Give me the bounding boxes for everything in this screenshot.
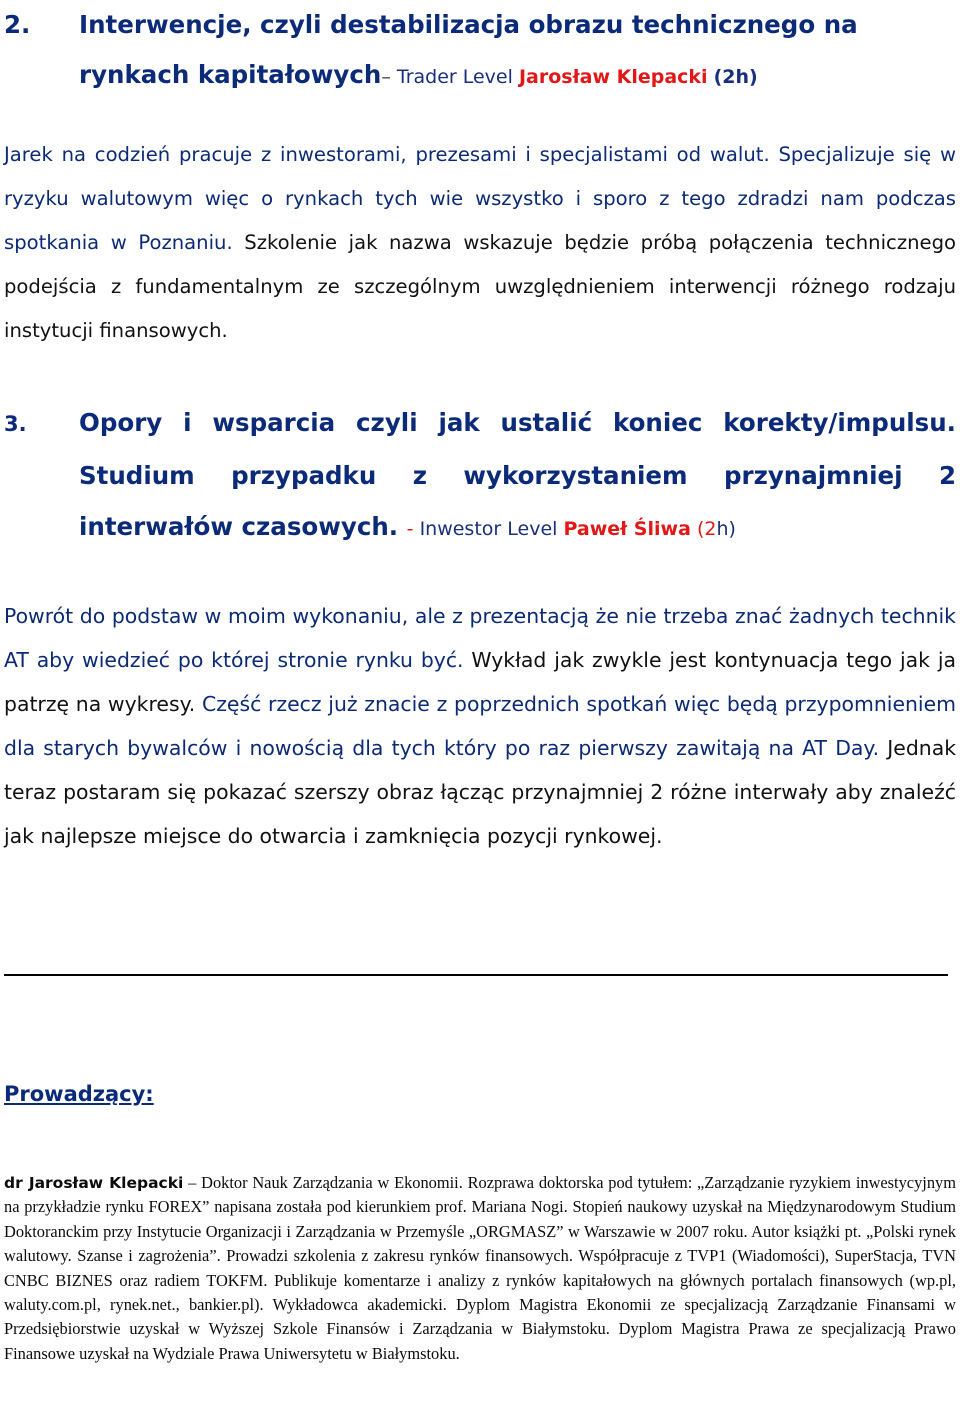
separator: – bbox=[381, 66, 391, 88]
section-3-heading bbox=[4, 397, 956, 555]
speaker-name: Paweł Śliwa bbox=[563, 518, 691, 540]
section-title-line-1: Interwencje, czyli destabilizacja obrazu technicznego na bbox=[79, 10, 858, 39]
section-number: 3. bbox=[4, 412, 27, 436]
description-part-2: Szkolenie jak nazwa wskazuje będzie próbą połączenia technicznego podejścia z fundamentalnym ze szczególnym uwzględnieniem interwencji różnego rodzaju instytucji finansowych. bbox=[4, 231, 956, 342]
horizontal-divider bbox=[4, 974, 948, 976]
bio-text: – Doktor Nauk Zarządzania w Ekonomii. Rozprawa doktorska pod tytułem: „Zarządzanie ryzykiem inwestycyjnym na przykładzie rynku FOREX” napisana została pod kierunkiem prof. Mariana Nogi. Stopień naukowy uzyskał na Międzynarodowym Studium Doktoranckim przy Instytucie Organizacji i Zarządzania w Przemyśle „ORGMASZ” w Warszawie w 2007 roku. Autor książki pt. „Polski rynek walutowy. Szanse i zagrożenia”. Prowadzi szkolenia z zakresu rynków finansowych. Współpracuje z TVP1 (Wiadomości), SuperStacja, TVN CNBC BIZNES oraz radiem TOKFM. Publikuje komentarze i analizy z rynków kapitałowych na głównych portalach finansowych (wp.pl, waluty.com.pl, rynek.net., bankier.pl). Wykładowca akademicki. Dyplom Magistra Ekonomii ze specjalizacją Zarządzanie Finansami w Przedsiębiorstwie uzyskał w Wyższej Szkole Finansów i Zarządzania w Białymstoku. Dyplom Magistra Prawa ze specjalizacją Prawo Finansowe uzyskał na Wydziale Prawa Uniwersytetu w Białymstoku. bbox=[4, 1173, 956, 1363]
section-title-line-2: rynkach kapitałowych bbox=[79, 60, 382, 89]
section-2-description bbox=[4, 133, 956, 353]
leaders-title: Prowadzący: bbox=[4, 1082, 154, 1106]
description-part-1: Jarek na codzień pracuje z inwestorami, prezesami i specjalistami od walut. Specjalizuje się w ryzyku walutowym więc o rynkach tych wie wszystko i sporo z tego zdradzi nam podczas spotkania w Poznaniu. bbox=[4, 143, 956, 254]
separator: - bbox=[406, 518, 414, 540]
description-part-3: Część rzecz już znacie z poprzednich spotkań więc będą przypomnieniem dla starych bywalców i nowością dla tych który po raz pierwszy zawitają na AT Day. bbox=[4, 692, 956, 760]
duration: (2h) bbox=[713, 66, 758, 88]
speaker-name: Jarosław Klepacki bbox=[518, 66, 708, 88]
level-label: Inwestor Level bbox=[419, 518, 558, 540]
description-part-1: Powrót do podstaw w moim wykonaniu, ale z prezentacją że nie trzeba znać żadnych technik AT aby wiedzieć po której stronie rynku być. bbox=[4, 604, 956, 672]
section-number: 2. bbox=[4, 10, 31, 39]
bio-name: dr Jarosław Klepacki bbox=[4, 1174, 184, 1192]
section-title-line-1: Opory i wsparcia czyli jak ustalić koniec korekty/impulsu. bbox=[79, 408, 956, 437]
section-2-heading bbox=[4, 0, 956, 102]
section-title-line-3: interwałów czasowych. bbox=[79, 512, 399, 541]
duration-open: (2 bbox=[696, 518, 717, 540]
description-part-4: Jednak teraz postaram się pokazać szerszy obraz łącząc przynajmniej 2 różne interwały aby znaleźć jak najlepsze miejsce do otwarcia i zamknięcia pozycji rynkowej. bbox=[4, 736, 957, 848]
section-title-line-2: Studium przypadku z wykorzystaniem przynajmniej 2 bbox=[79, 461, 956, 490]
duration-close: h) bbox=[716, 518, 736, 540]
leader-bio bbox=[4, 1171, 956, 1366]
section-3-description bbox=[4, 594, 956, 858]
level-label: Trader Level bbox=[396, 66, 513, 88]
description-part-2: Wykład jak zwykle jest kontynuacja tego jak ja patrzę na wykresy. bbox=[4, 648, 957, 716]
